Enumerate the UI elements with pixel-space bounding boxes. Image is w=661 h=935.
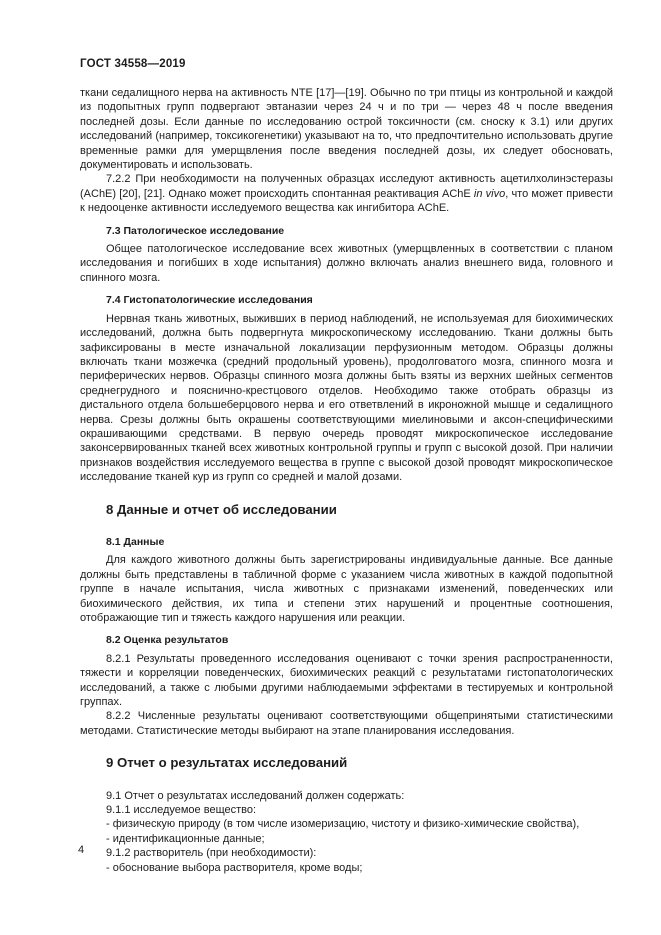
paragraph-7-3: Общее патологическое исследование всех животных (умерщвленных в соответствии с планом исследования и погибших в ходе испытания) должно включать анализ внешнего вида, головного и спинного мозга. <box>80 243 613 284</box>
heading-8-2: 8.2 Оценка результатов <box>106 634 229 647</box>
paragraph-8-2-2: 8.2.2 Численные результаты оценивают соответствующими общепринятыми статистическими методами. Статистические методы выбирают на этапе планирования исследования. <box>80 710 613 737</box>
dash-item-physical-nature: - физическую природу (в том числе изомеризацию, чистоту и физико-химические свойства), <box>106 818 580 831</box>
standard-header: ГОСТ 34558—2019 <box>80 58 186 70</box>
paragraph-7-2-2-text-b: , что может привести к недооценке активности исследуемого вещества как ингибитора AChE. <box>80 187 614 215</box>
dash-item-identification: - идентификационные данные; <box>106 832 265 845</box>
paragraph-7-2-2-text-a: 7.2.2 При необходимости на полученных образцах исследуют активность ацетилхолинэстеразы (AChE) [20], [21]. Однако может происходить спонтанная реактивация AChE <box>80 173 613 200</box>
page-number: 4 <box>78 844 85 856</box>
list-item-9-1-2: 9.1.2 растворитель (при необходимости): <box>106 847 317 860</box>
paragraph-intro: ткани седалищного нерва на активность NTE [17]—[19]. Обычно по три птицы из контрольной и каждой из подопытных групп подвергают эвтаназии через 24 ч и по три — через 48 ч после введения последней дозы. Если данные по исследованию острой токсичности (см. сноску к 3.1) или других исследований (например, токсикогенетики) указывают на то, что предпочтительно использовать другие временные рамки для умерщвления после введения последней дозы, их следует обосновать, документировать и использовать. <box>80 87 613 172</box>
paragraph-7-2-2-italic: in vivo <box>473 187 506 200</box>
paragraph-8-2-1: 8.2.1 Результаты проведенного исследования оценивают с точки зрения распространенности, тяжести и корреляции поведенческих, биохимических реакций с результатами гистопатологических исследований, а также с любыми другими наблюдаемыми эффектами в тестируемых и контрольной группах. <box>80 652 613 709</box>
paragraph-7-2-2 <box>80 172 613 215</box>
list-item-9-1-1: 9.1.1 исследуемое вещество: <box>106 804 257 817</box>
heading-section-9: 9 Отчет о результатах исследований <box>106 755 348 771</box>
heading-8-1: 8.1 Данные <box>106 535 165 548</box>
document-body <box>80 86 613 875</box>
paragraph-8-1: Для каждого животного должны быть зарегистрированы индивидуальные данные. Все данные должны быть представлены в табличной форме с указанием числа животных в каждой подопытной группе в начале испытания, числа животных с признаками изменений, поведенческих или биохимического действия, их типа и степени этих нарушений и процентные соотношения, отображающие тип и тяжесть каждого нарушения или реакции. <box>80 554 613 624</box>
paragraph-7-4: Нервная ткань животных, выживших в период наблюдений, не используемая для биохимических исследований, должна быть подвергнута микроскопическому исследованию. Ткани должны быть зафиксированы в месте изначальной локализации перфузионным методом. Образцы должны включать ткани мозжечка (средний продольный уровень), продолговатого мозга, спинного мозга и периферических нервов. Образцы спинного мозга должны быть взяты из верхних шейных сегментов среднегрудного и пояснично-крестцового отделов. Необходимо также отобрать образцы из дистального отдела большеберцового нерва и его ответвлений в икроножной мышце и седалищного нерва. Срезы должны быть окрашены соответствующими миелиновыми и аксон-специфическими окрашивающими средствами. В первую очередь проводят микроскопическое исследование законсервированных тканей всех животных контрольной группы и групп с высокой дозой. При наличии признаков воздействия исследуемого вещества в группе с высокой дозой проводят микроскопическое исследование тканей кур из групп со средней и малой дозами. <box>80 312 613 484</box>
heading-7-4: 7.4 Гистопатологические исследования <box>106 294 313 307</box>
dash-item-solvent-choice: - обоснование выбора растворителя, кроме воды; <box>106 861 363 874</box>
heading-section-8: 8 Данные и отчет об исследовании <box>106 501 337 517</box>
list-item-9-1: 9.1 Отчет о результатах исследований должен содержать: <box>106 789 405 802</box>
heading-7-3: 7.3 Патологическое исследование <box>106 224 285 237</box>
